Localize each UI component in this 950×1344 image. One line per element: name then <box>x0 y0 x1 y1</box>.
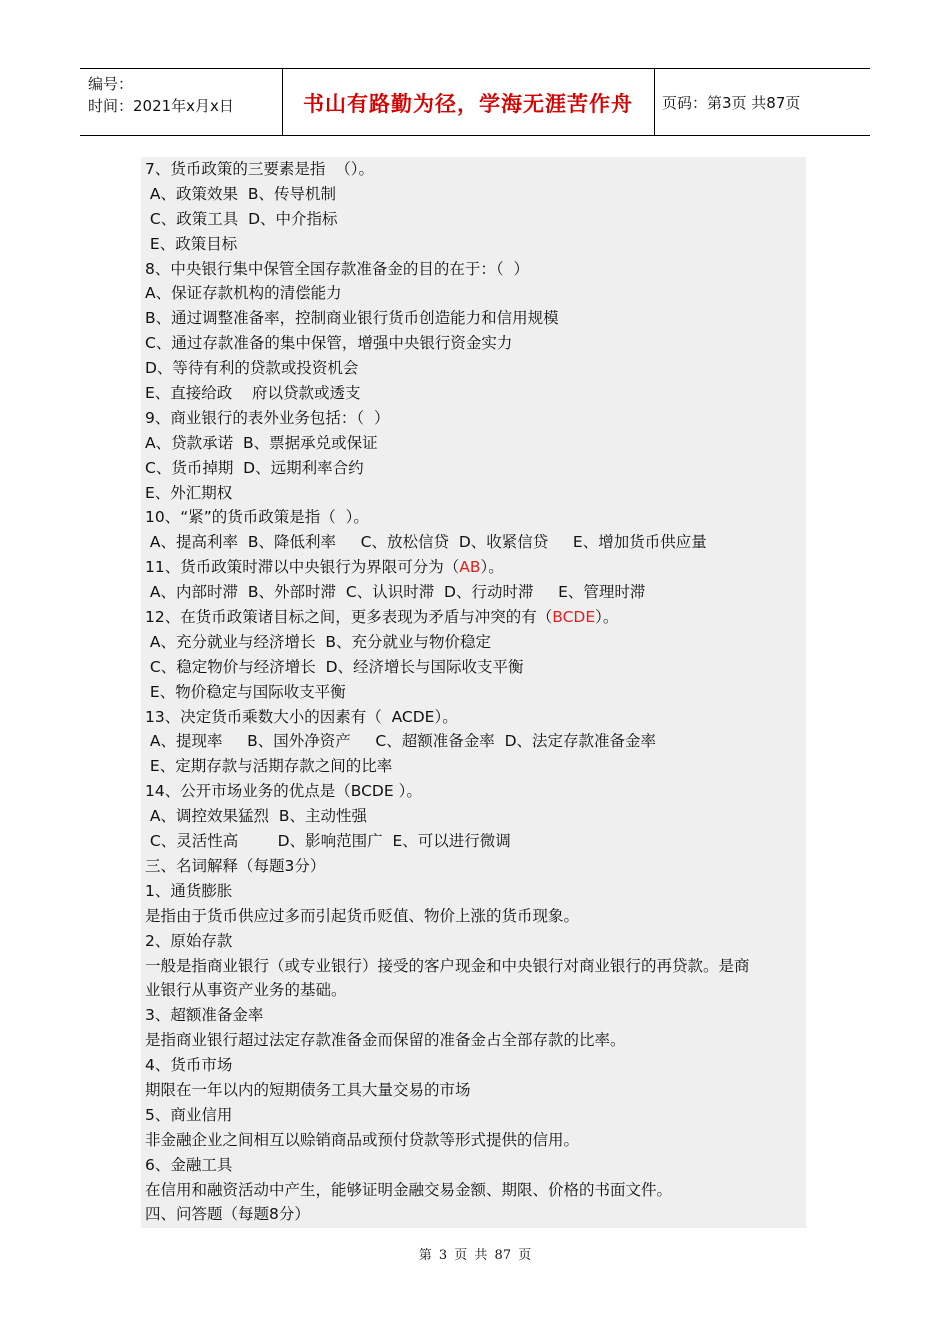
header-divider <box>654 69 655 136</box>
time-label: 时间：2021年x月x日 <box>88 97 234 115</box>
text-line <box>141 331 806 356</box>
text-line <box>141 381 806 406</box>
line-text: A、充分就业与经济增长 B、充分就业与物价稳定 <box>145 632 492 651</box>
line-text: C、稳定物价与经济增长 D、经济增长与国际收支平衡 <box>145 657 524 676</box>
text-line <box>141 431 806 456</box>
line-text: 4、货币市场 <box>145 1056 233 1075</box>
line-text: 三、名词解释（每题3分） <box>145 856 326 875</box>
text-line <box>141 1128 806 1153</box>
header-meta <box>88 73 283 117</box>
line-text-tail: ）。 <box>595 608 619 627</box>
text-line <box>141 729 806 754</box>
line-text: 四、问答题（每题8分） <box>145 1205 310 1224</box>
line-text: E、定期存款与活期存款之间的比率 <box>145 757 393 776</box>
line-text: 12、在货币政策诸目标之间，更多表现为矛盾与冲突的有（ <box>145 608 553 627</box>
text-line <box>141 854 806 879</box>
line-text: 非金融企业之间相互以赊销商品或预付贷款等形式提供的信用。 <box>145 1130 580 1149</box>
text-line <box>141 157 806 182</box>
text-line <box>141 456 806 481</box>
text-line <box>141 804 806 829</box>
text-line <box>141 630 806 655</box>
text-line <box>141 281 806 306</box>
line-text: D、等待有利的贷款或投资机会 <box>145 359 359 378</box>
line-text: 在信用和融资活动中产生，能够证明金融交易金额、期限、价格的书面文件。 <box>145 1180 673 1199</box>
line-text: 14、公开市场业务的优点是（BCDE ）。 <box>145 782 422 801</box>
text-line <box>141 754 806 779</box>
text-line <box>141 207 806 232</box>
line-text: C、灵活性高 D、影响范围广 E、可以进行微调 <box>145 832 511 851</box>
text-line <box>141 1028 806 1053</box>
text-line <box>141 779 806 804</box>
page-header <box>80 68 870 136</box>
text-line <box>141 929 806 954</box>
text-line <box>141 1053 806 1078</box>
line-text: 业银行从事资产业务的基础。 <box>145 981 347 1000</box>
text-line <box>141 1103 806 1128</box>
text-line <box>141 1078 806 1103</box>
line-text: A、提现率 B、国外净资产 C、超额准备金率 D、法定存款准备金率 <box>145 732 657 751</box>
text-line <box>141 530 806 555</box>
text-line <box>141 356 806 381</box>
line-text: 7、货币政策的三要素是指 （）。 <box>145 160 374 178</box>
text-line <box>141 1153 806 1178</box>
line-text: A、政策效果 B、传导机制 <box>145 184 337 203</box>
answer-text: BCDE <box>552 608 596 627</box>
text-line <box>141 1202 806 1227</box>
text-line <box>141 232 806 257</box>
line-text: 13、决定货币乘数大小的因素有（ ACDE）。 <box>145 707 458 726</box>
line-text: E、政策目标 <box>145 234 238 253</box>
line-text: C、通过存款准备的集中保管，增强中央银行资金实力 <box>145 334 513 353</box>
line-text: A、内部时滞 B、外部时滞 C、认识时滞 D、行动时滞 E、管理时滞 <box>145 583 646 602</box>
line-text: A、贷款承诺 B、票据承兑或保证 <box>145 433 378 452</box>
line-text: C、货币掉期 D、远期利率合约 <box>145 458 364 477</box>
line-text: 1、通货膨胀 <box>145 881 233 900</box>
line-text: 一般是指商业银行（或专业银行）接受的客户现金和中央银行对商业银行的再贷款。是商 <box>145 956 750 975</box>
line-text: B、通过调整准备率，控制商业银行货币创造能力和信用规模 <box>145 309 559 328</box>
line-text: C、政策工具 D、中介指标 <box>145 209 338 228</box>
header-page-info: 页码：第3页 共87页 <box>662 94 801 112</box>
text-line <box>141 306 806 331</box>
line-text: 11、货币政策时滞以中央银行为界限可分为（ <box>145 558 460 577</box>
text-line <box>141 1178 806 1203</box>
text-line <box>141 904 806 929</box>
header-motto: 书山有路勤为径，学海无涯苦作舟 <box>303 91 633 116</box>
text-line <box>141 580 806 605</box>
line-text: 6、金融工具 <box>145 1155 233 1174</box>
text-line <box>141 505 806 530</box>
text-line <box>141 1003 806 1028</box>
text-line <box>141 406 806 431</box>
line-text: 是指由于货币供应过多而引起货币贬值、物价上涨的货币现象。 <box>145 906 580 925</box>
document-body <box>141 157 806 1228</box>
line-text: A、提高利率 B、降低利率 C、放松信贷 D、收紧信贷 E、增加货币供应量 <box>145 533 707 552</box>
line-text: E、直接给政 府以贷款或透支 <box>145 384 361 403</box>
text-line <box>141 954 806 979</box>
line-text: 是指商业银行超过法定存款准备金而保留的准备金占全部存款的比率。 <box>145 1031 626 1050</box>
text-line <box>141 680 806 705</box>
line-text: 9、商业银行的表外业务包括：（ ） <box>145 408 390 427</box>
text-line <box>141 829 806 854</box>
line-text: 10、“紧”的货币政策是指（ ）。 <box>145 508 369 527</box>
text-line <box>141 182 806 207</box>
text-line <box>141 879 806 904</box>
text-line <box>141 555 806 580</box>
line-text: E、物价稳定与国际收支平衡 <box>145 682 346 701</box>
page-footer: 第 3 页 共 87 页 <box>418 1248 532 1263</box>
text-line <box>141 257 806 282</box>
line-text: E、外汇期权 <box>145 483 233 502</box>
line-text: A、保证存款机构的清偿能力 <box>145 284 342 303</box>
line-text: A、调控效果猛烈 B、主动性强 <box>145 807 368 826</box>
line-text: 期限在一年以内的短期债务工具大量交易的市场 <box>145 1080 471 1099</box>
text-line <box>141 605 806 630</box>
line-text-tail: ）。 <box>480 558 504 577</box>
answer-text: AB <box>459 558 481 577</box>
line-text: 2、原始存款 <box>145 931 233 950</box>
line-text: 8、中央银行集中保管全国存款准备金的目的在于：（ ） <box>145 259 529 278</box>
line-text: 3、超额准备金率 <box>145 1006 264 1025</box>
text-line <box>141 705 806 730</box>
text-line <box>141 655 806 680</box>
line-text: 5、商业信用 <box>145 1105 233 1124</box>
text-line <box>141 978 806 1003</box>
number-label: 编号： <box>88 75 134 93</box>
text-line <box>141 481 806 506</box>
